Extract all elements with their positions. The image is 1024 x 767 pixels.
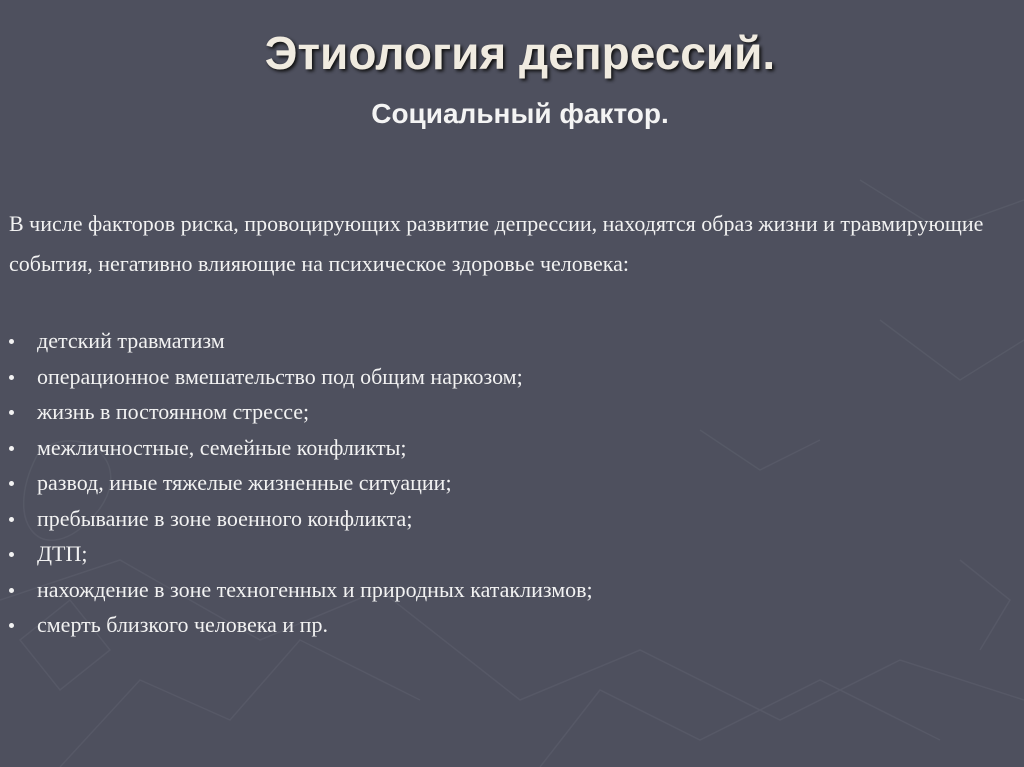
list-item	[9, 536, 593, 572]
list-item-text: развод, иные тяжелые жизненные ситуации;	[37, 470, 452, 495]
bullet-icon	[9, 481, 14, 486]
list-item-text: межличностные, семейные конфликты;	[37, 434, 407, 460]
bullet-icon	[9, 588, 14, 593]
list-item-text: нахождение в зоне техногенных и природных катаклизмов;	[37, 576, 593, 602]
list-item	[9, 607, 593, 643]
list-item-text: жизнь в постоянном стрессе;	[37, 399, 310, 424]
list-item	[9, 501, 593, 537]
list-item	[9, 572, 593, 608]
bullet-icon	[9, 339, 14, 344]
bullet-icon	[9, 446, 14, 451]
list-item-text: смерть близкого человека и пр.	[37, 612, 328, 637]
intro-paragraph: В числе факторов риска, провоцирующих развитие депрессии, находятся образ жизни и травмирующие события, негативно влияющие на психическое здоровье человека:	[9, 211, 984, 276]
list-item-text: детский травматизм	[37, 328, 225, 353]
bullet-icon	[9, 623, 14, 628]
slide-subtitle: Социальный фактор.	[371, 98, 669, 129]
list-item	[9, 359, 593, 395]
list-item	[9, 465, 593, 501]
list-item	[9, 323, 593, 359]
list-item	[9, 394, 593, 430]
list-item-text: операционное вмешательство под общим наркозом;	[37, 363, 523, 389]
risk-factor-list	[9, 323, 593, 643]
list-item-text: пребывание в зоне военного конфликта;	[37, 505, 413, 531]
bullet-icon	[9, 410, 14, 415]
slide-title: Этиология депрессий.	[264, 27, 776, 79]
bullet-icon	[9, 375, 14, 380]
list-item	[9, 430, 593, 466]
bullet-icon	[9, 552, 14, 557]
bullet-icon	[9, 517, 14, 522]
list-item-text: ДТП;	[37, 541, 88, 566]
